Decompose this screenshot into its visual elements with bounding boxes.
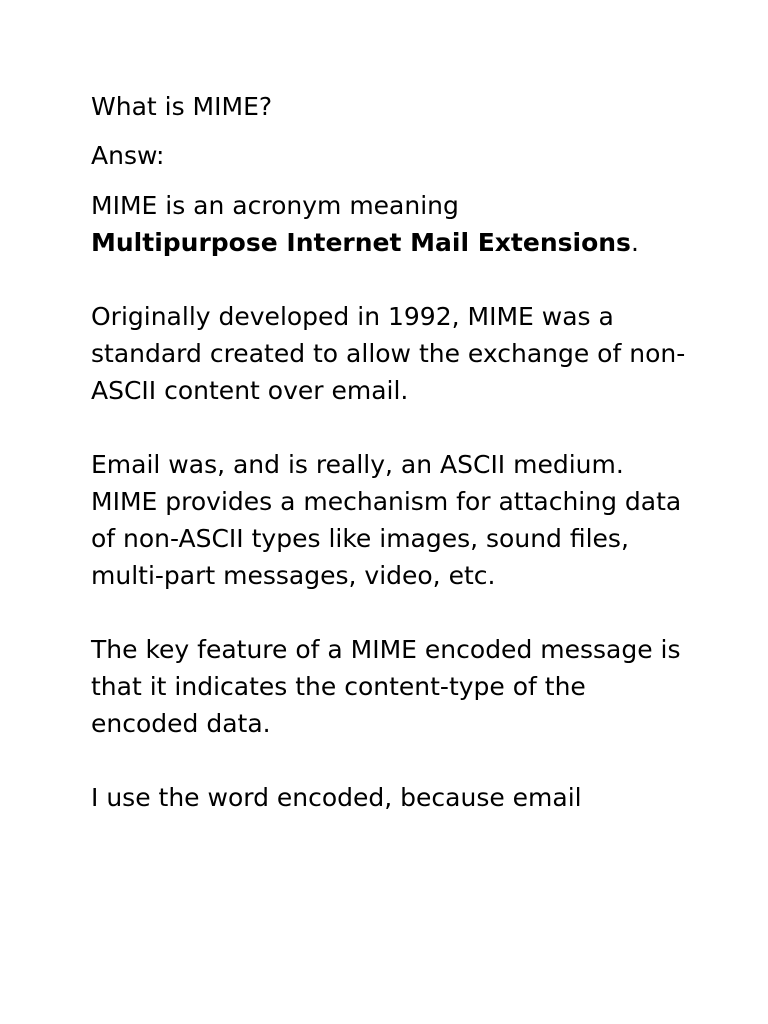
document-page (91, 88, 691, 816)
question-heading: What is MIME? (91, 92, 273, 121)
intro-prefix: MIME is an acronym meaning (91, 191, 459, 220)
paragraph-gap (91, 261, 691, 298)
acronym-expansion: Multipurpose Internet Mail Extensions (91, 228, 631, 257)
paragraph-gap (91, 594, 691, 631)
intro-paragraph (91, 187, 691, 261)
intro-suffix: . (630, 228, 639, 257)
paragraph-gap (91, 742, 691, 779)
mechanism-paragraph: Email was, and is really, an ASCII medium. MIME provides a mechanism for attaching data of non-ASCII types like images, sound files, multi-part messages, video, etc. (91, 450, 682, 590)
answer-label: Answ: (91, 141, 165, 170)
key-feature-paragraph: The key feature of a MIME encoded message is that it indicates the content-type of the encoded data. (91, 635, 681, 738)
history-paragraph: Originally developed in 1992, MIME was a standard created to allow the exchange of non-ASCII content over email. (91, 302, 686, 405)
paragraph-gap (91, 409, 691, 446)
encoded-paragraph: I use the word encoded, because email (91, 783, 582, 812)
